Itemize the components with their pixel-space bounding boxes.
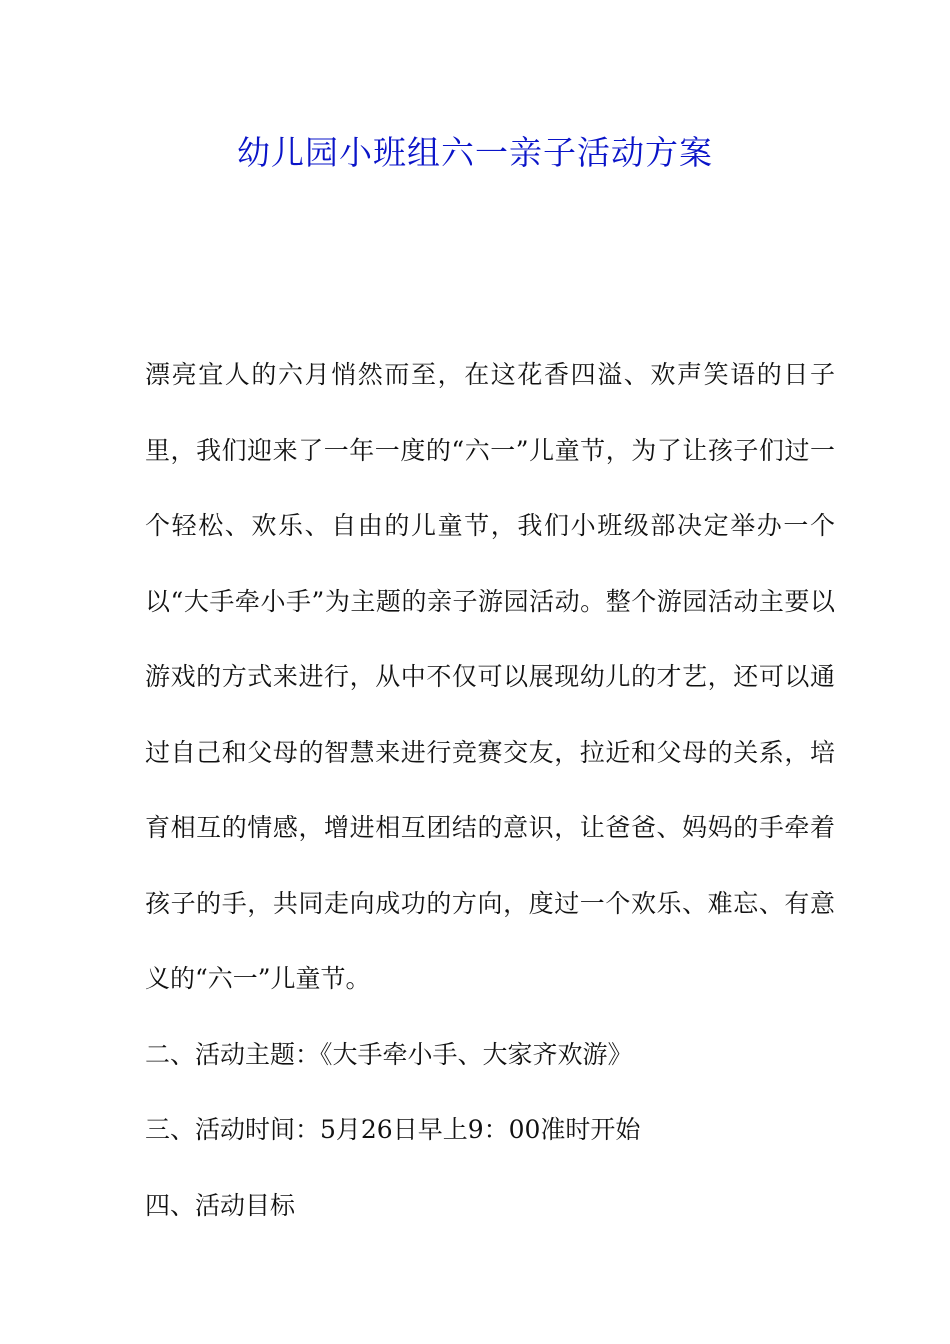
section-theme: 二、活动主题：《大手牵小手、大家齐欢游》 [145, 1039, 633, 1069]
intro-paragraph: 漂亮宜人的六月悄然而至，在这花香四溢、欢声笑语的日子里，我们迎来了一年一度的“六一”儿童节，为了让孩子们过一个轻松、欢乐、自由的儿童节，我们小班级部决定举办一个以“大手牵小手”为主题的亲子游园活动。整个游园活动主要以游戏的方式来进行，从中不仅可以展现幼儿的才艺，还可以通过自己和父母的智慧来进行竞赛交友，拉近和父母的关系，培育相互的情感，增进相互团结的意识，让爸爸、妈妈的手牵着孩子的手，共同走向成功的方向，度过一个欢乐、难忘、有意义的“六一”儿童节。 [145, 360, 835, 993]
section-time: 三、活动时间：5月26日早上9：00准时开始 [145, 1115, 641, 1144]
document-body [145, 337, 835, 1243]
section-goals-heading: 四、活动目标 [145, 1190, 296, 1220]
document-title: 幼儿园小班组六一亲子活动方案 [237, 133, 713, 172]
